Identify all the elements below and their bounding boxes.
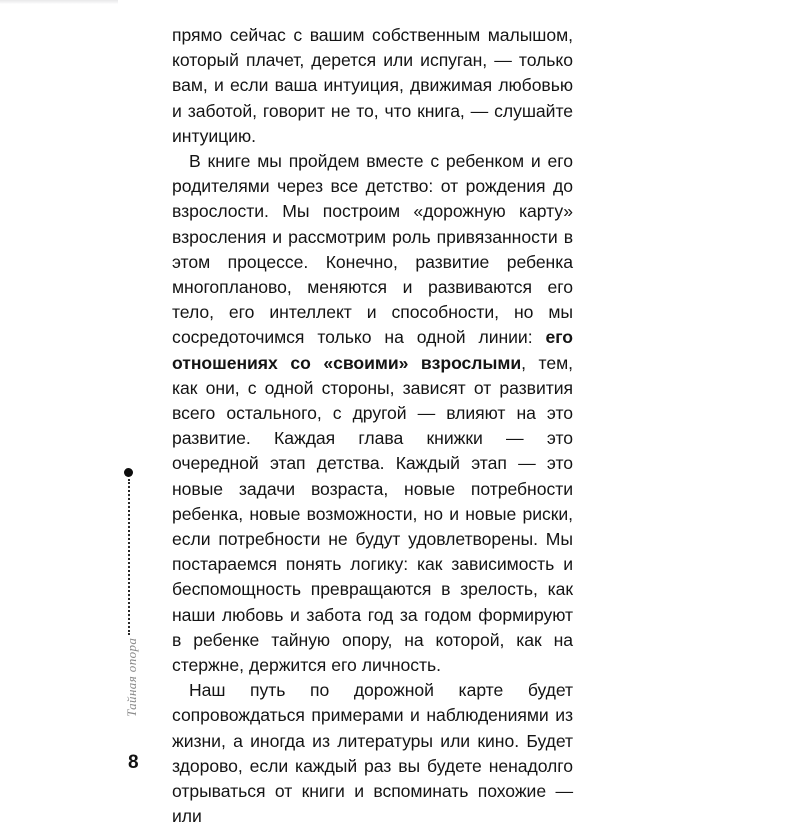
body-text-column [172, 23, 573, 830]
running-head-label: Тайная опора [124, 637, 139, 717]
page-number: 8 [128, 752, 139, 773]
body-paragraph [172, 149, 573, 678]
text-run: , тем, как они, с одной стороны, зависят от развития всего остального, с другой — влияют на это развитие. Каждая глава книжки — это очередной этап детства. Каждый этап — это новые задачи возраста, новые потребности ребенка, новые возможности, но и новые риски, если потребности не будут удовлетворены. Мы постараемся понять логику: как зависимость и беспомощность превращаются в зрелость, как наши любовь и забота год за годом формируют в ребенке тайную опору, на которой, как на стержне, держится его личность. [172, 352, 573, 676]
text-run: В книге мы пройдем вместе с ребенком и его родителями через все детство: от рождения до взрослости. Мы построим «дорожную карту» взросления и рассмотрим роль привязанности в этом процессе. Конечно, развитие ребенка многопланово, меняются и развиваются его тело, его интеллект и способности, но мы сосредоточимся только на одной линии: [172, 151, 573, 348]
text-run: прямо сейчас с вашим собственным малышом, который плачет, дерется или испуган, — только вам, и если ваша интуиция, движимая любовью и заботой, говорит не то, что книга, — слушайте интуицию. [172, 25, 573, 146]
bullet-dot-icon [124, 468, 133, 477]
emphasis-run: его отношениях со «своими» взрослыми [172, 327, 573, 373]
text-run: Наш путь по дорожной карте будет сопровождаться примерами и наблюдениями из жизни, а иногда из литературы или кино. Будет здорово, если каждый раз вы будете ненадолго отрываться от книги и вспоминать похожие — или [172, 680, 573, 827]
body-paragraph [172, 678, 573, 829]
margin-running-head-rail [110, 460, 150, 750]
body-paragraph [172, 23, 573, 149]
